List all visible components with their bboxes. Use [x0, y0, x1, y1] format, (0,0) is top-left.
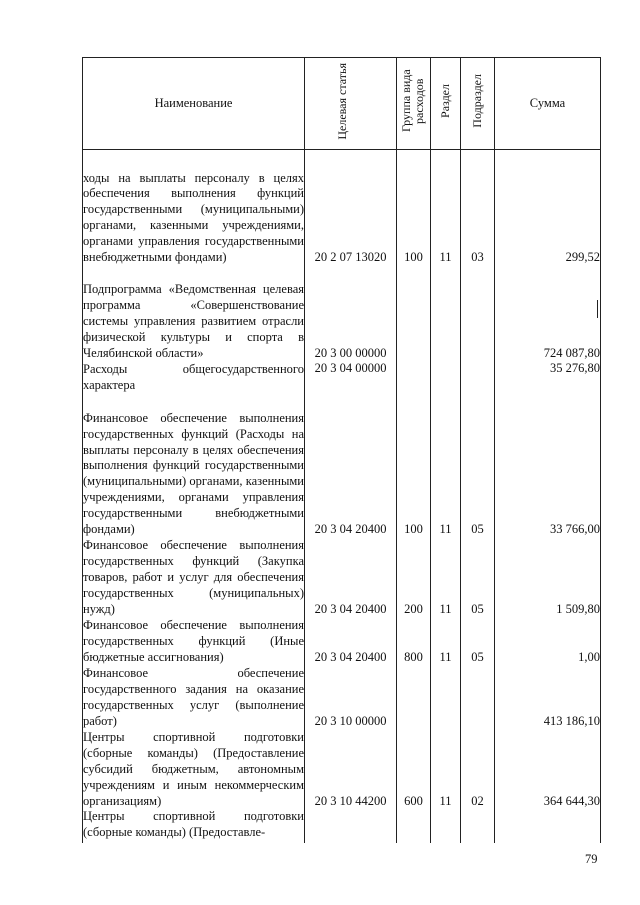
row-name: Расходы общегосударственного характера — [83, 361, 304, 392]
header-subsection: Подраздел — [461, 58, 495, 150]
table-row — [83, 265, 601, 361]
row-sum: 724 087,80 — [495, 265, 601, 361]
row-name: Финансовое обеспечение выполнения государственных функций (Расходы на выплаты персоналу в целях обеспечения выполнения функций государственными (муниципальными) органами, казенными учреждениями, органами управления государственными внебюджетными фондами) — [83, 393, 305, 537]
table-row — [83, 149, 601, 265]
row-code: 20 3 04 20400 — [305, 617, 397, 665]
row-sum — [495, 809, 601, 843]
row-name: Подпрограмма «Ведомственная целевая программа «Совершенствование системы управления развитием отрасли физической культуры и спорта в Челябинской области» — [83, 265, 305, 361]
row-sum: 413 186,10 — [495, 665, 601, 729]
row-sum: 35 276,80 — [495, 361, 601, 393]
row-group — [397, 665, 431, 729]
row-section: 11 — [431, 617, 461, 665]
header-name: Наименование — [83, 58, 305, 150]
row-sum: 1,00 — [495, 617, 601, 665]
row-name: Финансовое обеспечение выполнения государственных функций (Иные бюджетные ассигнования) — [83, 617, 304, 664]
table-row — [83, 665, 601, 729]
row-group — [397, 809, 431, 843]
row-group: 100 — [397, 393, 431, 537]
row-code: 20 3 04 20400 — [305, 537, 397, 617]
header-group: Группа вида расходов — [397, 58, 431, 150]
table-row — [83, 729, 601, 809]
row-section: 11 — [431, 729, 461, 809]
table-header-row — [83, 58, 601, 150]
row-group: 100 — [397, 149, 431, 265]
page-number: 79 — [585, 852, 598, 866]
row-section — [431, 809, 461, 843]
table-row — [83, 393, 601, 537]
row-group: 600 — [397, 729, 431, 809]
row-name: Центры спортивной подготовки (сборные команды) (Предоставление субсидий бюджетным, автономным учреждениям и иным некоммерческим организациям) — [83, 730, 304, 808]
row-section — [431, 265, 461, 361]
row-code: 20 2 07 13020 — [305, 149, 397, 265]
row-code: 20 3 10 44200 — [305, 729, 397, 809]
row-section — [431, 361, 461, 393]
row-subsection: 05 — [461, 537, 495, 617]
row-section: 11 — [431, 149, 461, 265]
row-group: 800 — [397, 617, 431, 665]
row-sum: 1 509,80 — [495, 537, 601, 617]
row-subsection: 05 — [461, 617, 495, 665]
scan-artifact — [600, 168, 601, 208]
row-group — [397, 361, 431, 393]
header-sum: Сумма — [495, 58, 601, 150]
row-group — [397, 265, 431, 361]
row-subsection — [461, 665, 495, 729]
table-row — [83, 361, 601, 393]
row-sum: 299,52 — [495, 149, 601, 265]
row-sum: 364 644,30 — [495, 729, 601, 809]
row-subsection: 03 — [461, 149, 495, 265]
row-code — [305, 809, 397, 843]
row-name: ходы на выплаты персоналу в целях обеспечения выполнения функций государственными (муниципальными) органами, казенными учреждениями, органами управления государственными внебюджетными фондами) — [83, 149, 305, 265]
row-code: 20 3 04 00000 — [305, 361, 397, 393]
row-section: 11 — [431, 537, 461, 617]
row-code: 20 3 04 20400 — [305, 393, 397, 537]
header-section: Раздел — [431, 58, 461, 150]
row-name: Финансовое обеспечение выполнения государственных функций (Закупка товаров, работ и услуг для обеспечения государственных (муниципальных) нужд) — [83, 538, 304, 616]
scan-artifact — [597, 300, 598, 318]
row-group: 200 — [397, 537, 431, 617]
table-row — [83, 537, 601, 617]
row-code: 20 3 00 00000 — [305, 265, 397, 361]
row-subsection: 02 — [461, 729, 495, 809]
row-name: Финансовое обеспечение государственного задания на оказание государственных услуг (выполнение работ) — [83, 666, 304, 728]
row-section: 11 — [431, 393, 461, 537]
row-name: Центры спортивной подготовки (сборные команды) (Предоставле- — [83, 809, 305, 843]
row-subsection — [461, 265, 495, 361]
table-row — [83, 809, 601, 843]
row-subsection: 05 — [461, 393, 495, 537]
row-subsection — [461, 361, 495, 393]
table-row — [83, 617, 601, 665]
row-subsection — [461, 809, 495, 843]
row-section — [431, 665, 461, 729]
budget-table — [82, 57, 601, 843]
row-sum: 33 766,00 — [495, 393, 601, 537]
row-code: 20 3 10 00000 — [305, 665, 397, 729]
header-code: Целевая статья — [305, 58, 397, 150]
